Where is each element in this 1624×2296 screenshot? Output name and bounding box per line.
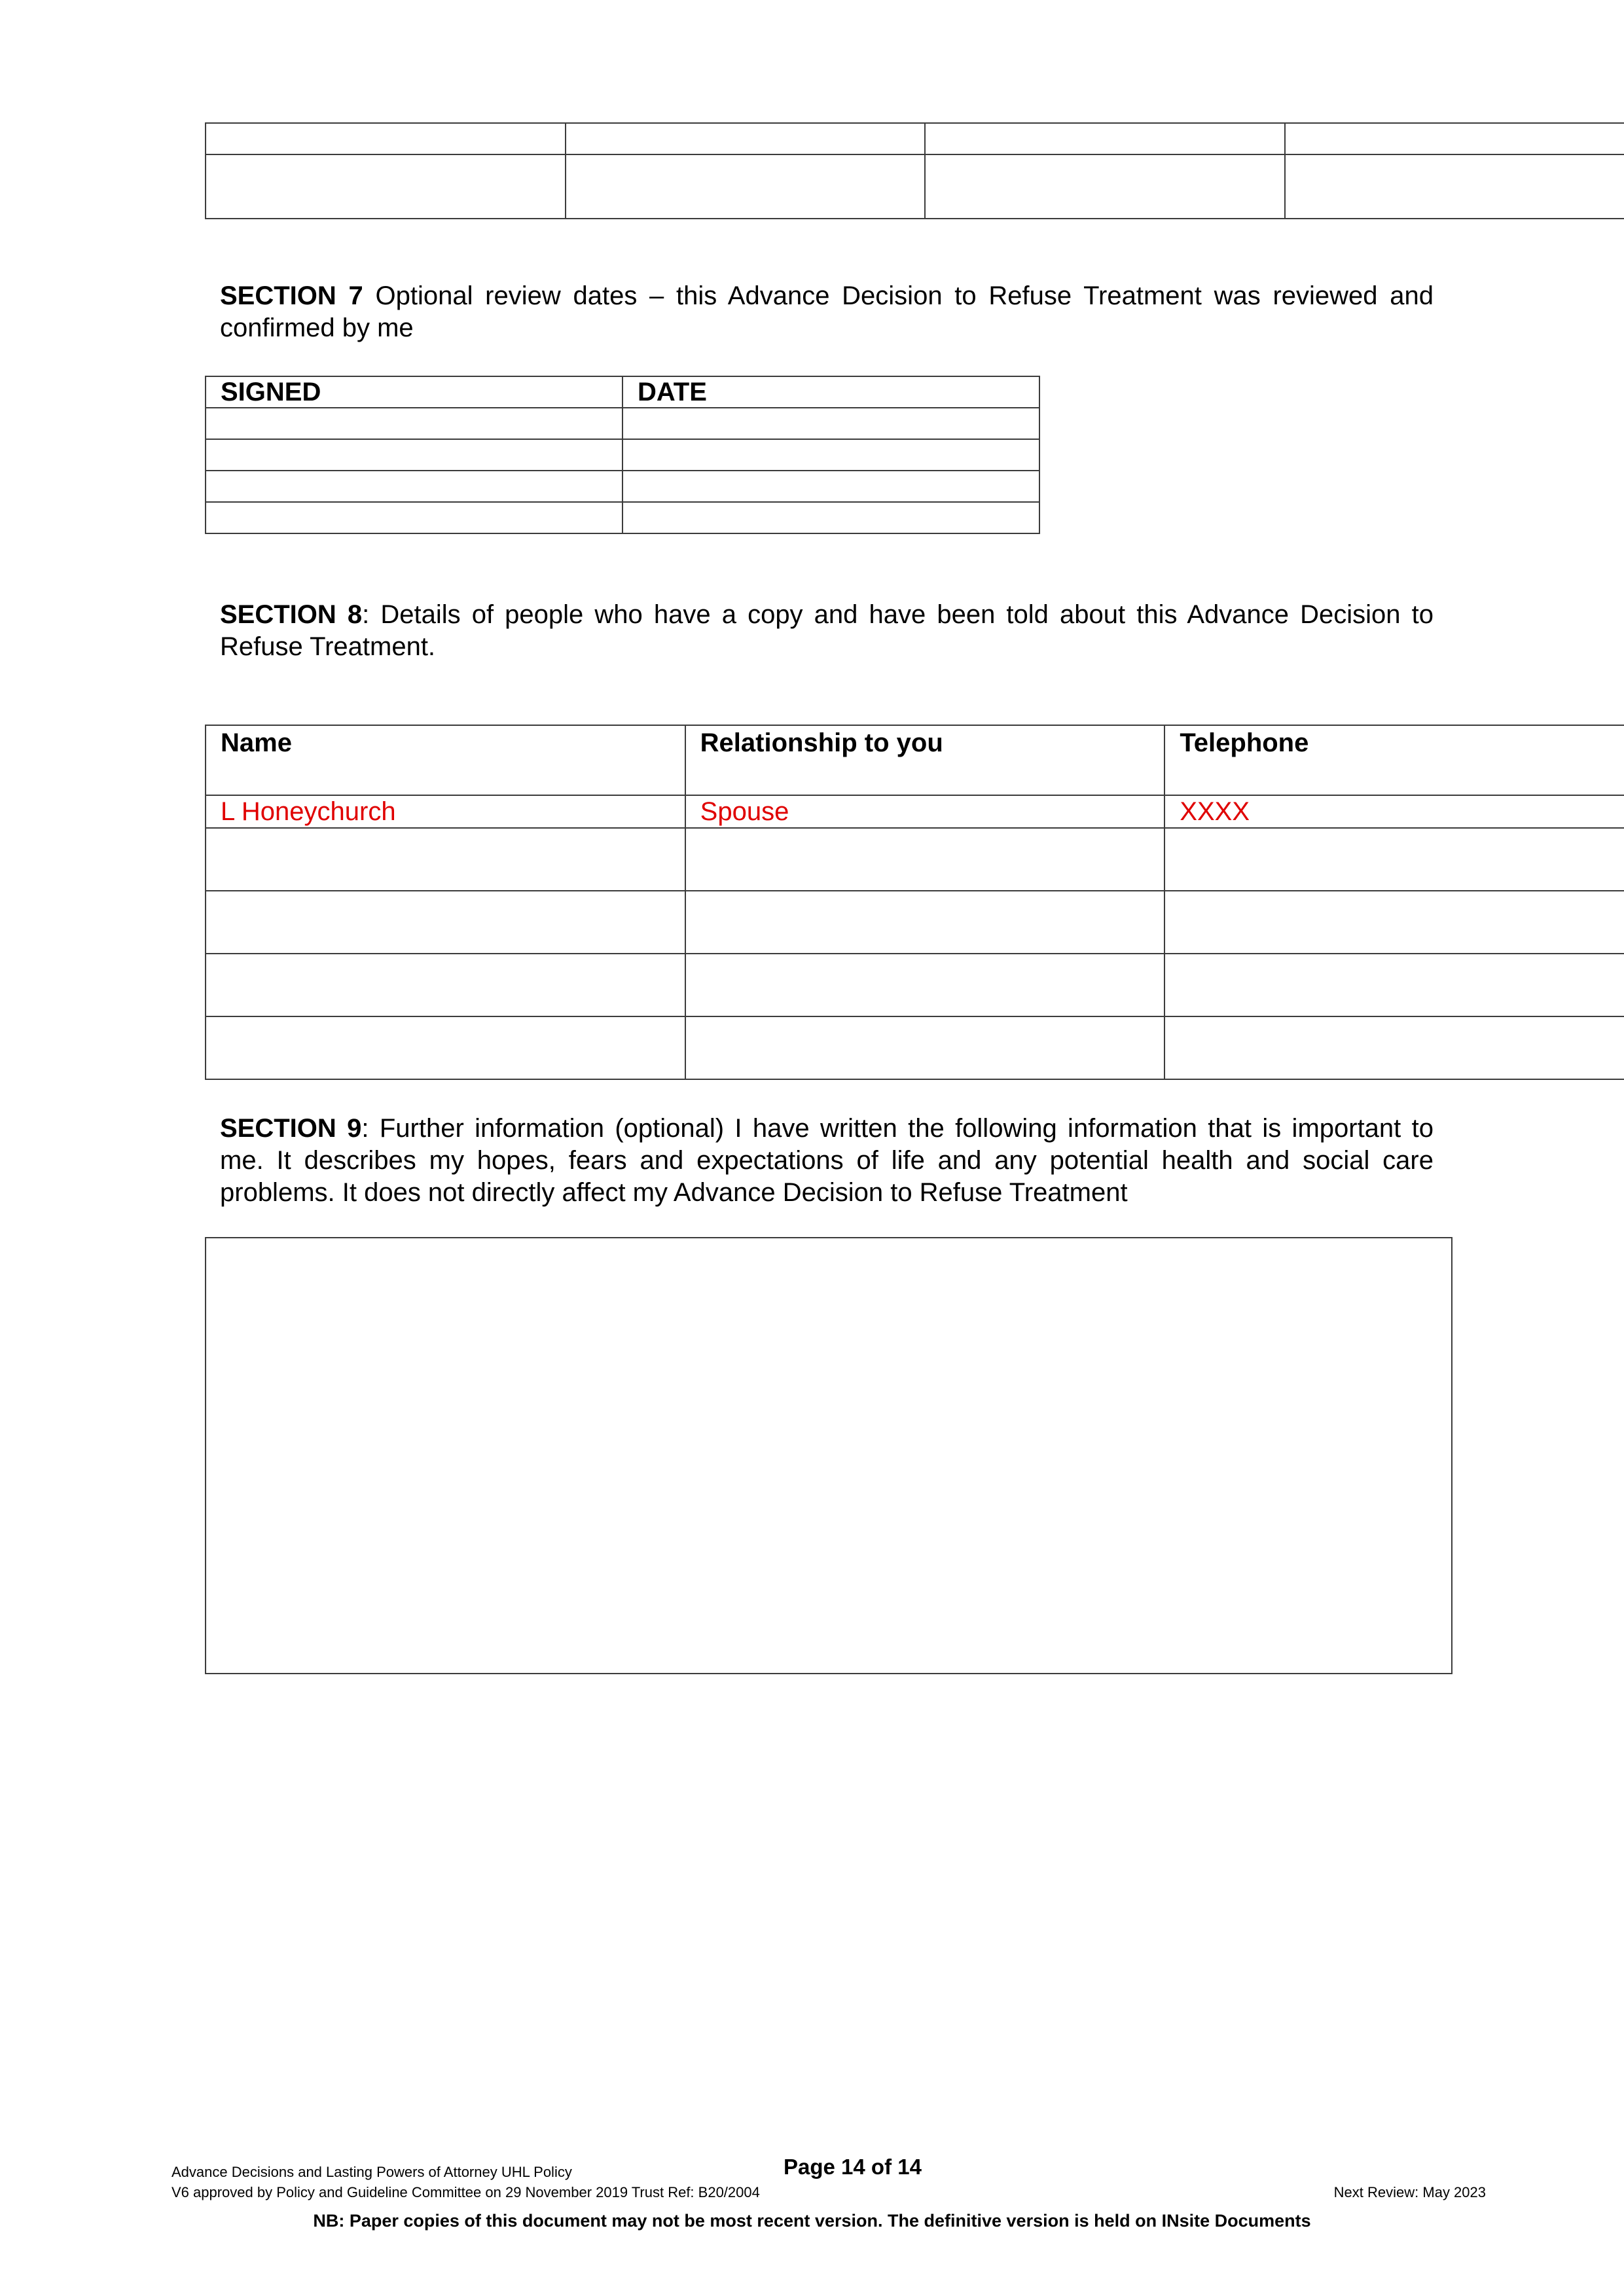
person-telephone[interactable] <box>1164 891 1624 954</box>
header-name: Name <box>206 725 685 795</box>
table-row <box>206 471 1039 502</box>
section-9-text: : Further information (optional) I have written the following information that is important to me. It describes my hopes, fears and expectations of life and any potential health and social care problems. It does not directly affect my Advance Decision to Refuse Treatment <box>220 1114 1434 1207</box>
table-row <box>206 795 1624 828</box>
footer-doc-title: Advance Decisions and Lasting Powers of Attorney UHL Policy <box>171 2164 572 2180</box>
footer-line-1 <box>171 2155 1486 2181</box>
table-row <box>206 828 1624 891</box>
table-row <box>206 1016 1624 1079</box>
person-name[interactable]: L Honeychurch <box>206 795 685 828</box>
person-telephone[interactable] <box>1164 828 1624 891</box>
date-cell[interactable] <box>623 439 1039 471</box>
section-9-paragraph <box>220 1113 1434 1209</box>
review-dates-table <box>205 376 1040 534</box>
header-relationship: Relationship to you <box>685 725 1165 795</box>
table-header-row <box>206 376 1039 408</box>
previous-section-table <box>205 122 1624 219</box>
person-relationship[interactable]: Spouse <box>685 795 1165 828</box>
table-cell <box>925 154 1285 219</box>
table-cell <box>1285 123 1624 154</box>
person-relationship[interactable] <box>685 891 1165 954</box>
signed-cell[interactable] <box>206 439 623 471</box>
table-cell <box>566 123 926 154</box>
further-information-box[interactable] <box>205 1237 1453 1674</box>
table-row <box>206 954 1624 1016</box>
table-row <box>206 154 1624 219</box>
section-8-paragraph <box>220 599 1434 663</box>
table-row <box>206 408 1039 439</box>
date-cell[interactable] <box>623 471 1039 502</box>
signed-cell[interactable] <box>206 471 623 502</box>
table-cell <box>206 123 566 154</box>
header-date: DATE <box>623 376 1039 408</box>
header-signed: SIGNED <box>206 376 623 408</box>
person-relationship[interactable] <box>685 1016 1165 1079</box>
section-7-paragraph <box>220 280 1434 344</box>
table-cell <box>206 154 566 219</box>
table-row <box>206 891 1624 954</box>
section-9-label: SECTION 9 <box>220 1114 362 1143</box>
table-row <box>206 123 1624 154</box>
person-name[interactable] <box>206 1016 685 1079</box>
person-relationship[interactable] <box>685 828 1165 891</box>
footer-next-review: Next Review: May 2023 <box>1333 2184 1486 2200</box>
signed-cell[interactable] <box>206 502 623 533</box>
person-name[interactable] <box>206 891 685 954</box>
section-7-text: Optional review dates – this Advance Decision to Refuse Treatment was reviewed and confirmed by me <box>220 281 1434 342</box>
footer-line-2 <box>171 2183 1486 2202</box>
date-cell[interactable] <box>623 502 1039 533</box>
people-table <box>205 725 1624 1080</box>
footer-nb-notice: NB: Paper copies of this document may not be most recent version. The definitive version is held on INsite Documents <box>313 2211 1311 2231</box>
person-telephone[interactable]: XXXX <box>1164 795 1624 828</box>
person-telephone[interactable] <box>1164 1016 1624 1079</box>
person-relationship[interactable] <box>685 954 1165 1016</box>
date-cell[interactable] <box>623 408 1039 439</box>
header-telephone: Telephone <box>1164 725 1624 795</box>
section-7-label: SECTION 7 <box>220 281 363 310</box>
person-telephone[interactable] <box>1164 954 1624 1016</box>
page-number: Page 14 of 14 <box>784 2155 922 2179</box>
section-8-label: SECTION 8 <box>220 600 363 629</box>
person-name[interactable] <box>206 954 685 1016</box>
table-cell <box>566 154 926 219</box>
table-row <box>206 439 1039 471</box>
table-cell <box>925 123 1285 154</box>
person-name[interactable] <box>206 828 685 891</box>
table-header-row <box>206 725 1624 795</box>
signed-cell[interactable] <box>206 408 623 439</box>
table-cell <box>1285 154 1624 219</box>
table-row <box>206 502 1039 533</box>
footer-approval: V6 approved by Policy and Guideline Committee on 29 November 2019 Trust Ref: B20/2004 <box>171 2184 760 2200</box>
section-8-text: : Details of people who have a copy and have been told about this Advance Decision to Refuse Treatment. <box>220 600 1434 661</box>
